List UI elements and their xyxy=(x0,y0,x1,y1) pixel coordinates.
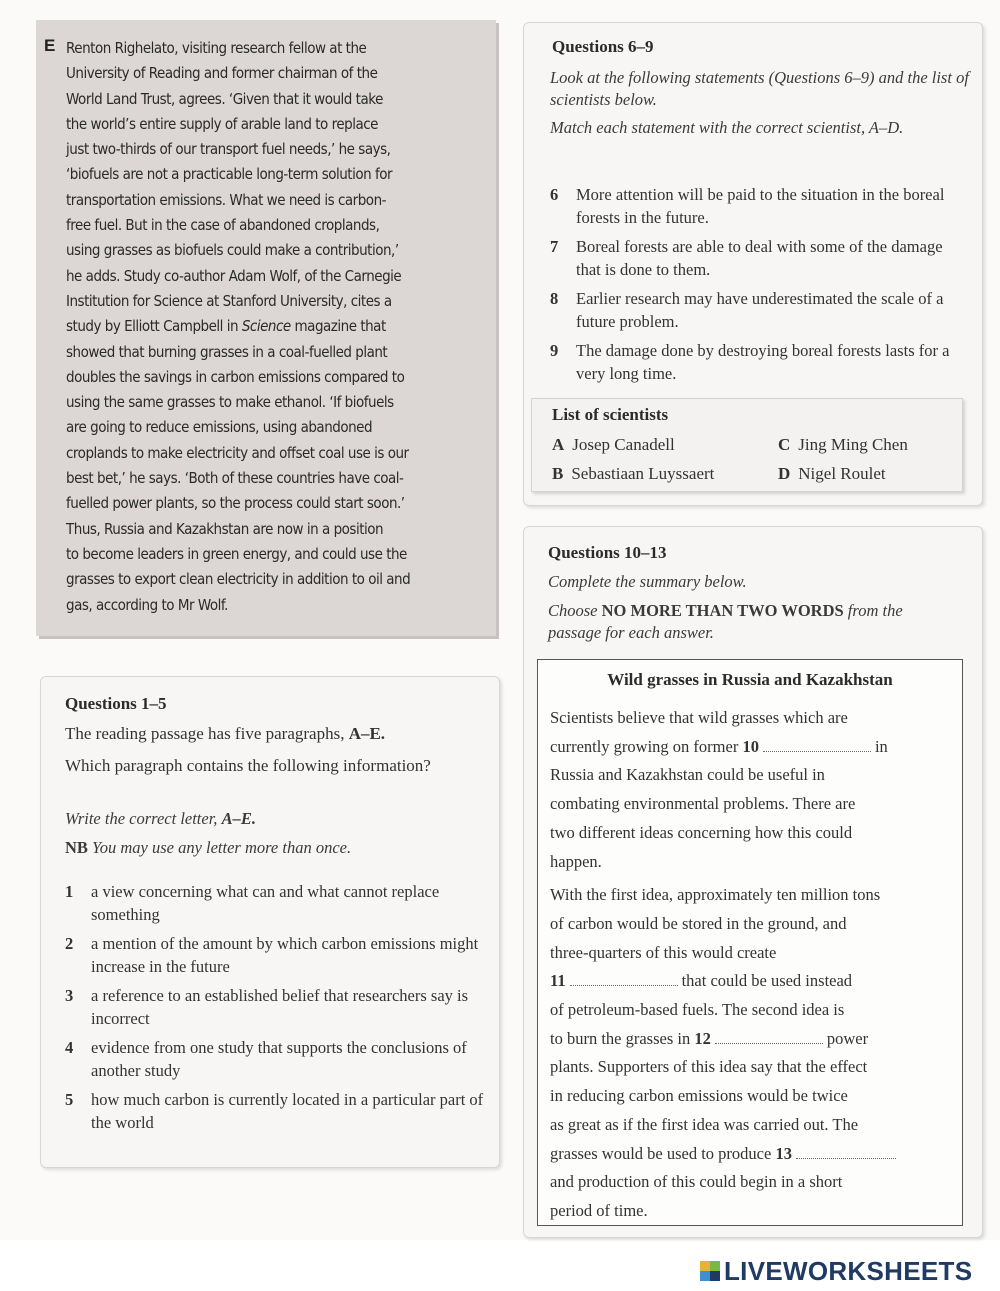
passage-line: showed that burning grasses in a coal-fuelled plant xyxy=(66,342,388,361)
note-text: You may use any letter more than once. xyxy=(92,838,352,857)
passage-line: Renton Righelato, visiting research fellow at the xyxy=(66,39,367,57)
passage-line: are going to reduce emissions, using abandoned xyxy=(66,418,373,437)
logo-wordmark: LIVEWORKSHEETS xyxy=(724,1255,973,1286)
item-text: a reference to an established belief that researchers say is incorrect xyxy=(91,986,469,1028)
scientist-letter: C xyxy=(778,435,791,454)
scientist-letter: B xyxy=(552,464,564,483)
summary-line: Scientists believe that wild grasses which are xyxy=(550,708,848,727)
word-limit-emphasis: NO MORE THAN TWO WORDS xyxy=(601,601,844,620)
item-text: a mention of the amount by which carbon emissions might increase in the future xyxy=(91,934,479,976)
passage-line: he adds. Study co-author Adam Wolf, of the Carnegie xyxy=(66,266,402,285)
statement-list xyxy=(550,183,970,391)
scientists-list-title: List of scientists xyxy=(552,405,669,424)
passage-line: croplands to make electricity and offset coal use is our xyxy=(66,443,409,462)
passage-line: University of Reading and former chairman of the xyxy=(66,64,378,83)
statement-text: More attention will be paid to the situation in the boreal forests in the future. xyxy=(576,185,945,227)
summary-line: and production of this could begin in a short xyxy=(550,1172,843,1192)
gap-number-12: 12 xyxy=(694,1028,711,1048)
magazine-name: Science xyxy=(241,317,291,336)
questions-6-9-instruction: Look at the following statements (Questions 6–9) and the list of scientists below. xyxy=(550,68,969,109)
summary-line xyxy=(550,1140,956,1169)
liveworksheets-logo-icon xyxy=(700,1261,720,1281)
passage-line: Institution for Science at Stanford University, cites a xyxy=(66,291,392,310)
intro-letters: A–E. xyxy=(348,724,386,743)
summary-text-fragment: currently growing on former xyxy=(550,736,739,756)
summary-line: With the first idea, approximately ten million tons xyxy=(550,885,881,905)
summary-line: combating environmental problems. There are xyxy=(550,794,856,814)
scientist-name: Jing Ming Chen xyxy=(798,435,908,454)
passage-line: doubles the savings in carbon emissions compared to xyxy=(66,367,405,386)
summary-line: three-quarters of this would create xyxy=(550,942,777,962)
summary-line: of petroleum-based fuels. The second idea is xyxy=(550,1000,845,1020)
summary-line: Russia and Kazakhstan could be useful in xyxy=(550,765,825,785)
summary-text-fragment: to burn the grasses in xyxy=(550,1028,691,1048)
passage-line: World Land Trust, agrees. ‘Given that it would take xyxy=(66,89,383,108)
instruction-text: passage for each answer. xyxy=(548,623,714,642)
item-number: 4 xyxy=(65,1038,74,1057)
instruction-text: from the xyxy=(847,601,903,620)
summary-line: plants. Supporters of this idea say that the effect xyxy=(550,1057,868,1077)
scientist-letter: A xyxy=(552,435,565,454)
instruction-letters: A–E. xyxy=(221,809,256,828)
answer-gap-11[interactable] xyxy=(570,971,678,986)
scientist-letter: D xyxy=(778,464,791,483)
intro-text: The reading passage has five paragraphs, xyxy=(65,724,345,743)
summary-box xyxy=(537,659,963,1226)
summary-line: two different ideas concerning how this could xyxy=(550,822,853,842)
information-item xyxy=(65,880,485,926)
passage-line: using the same grasses to make ethanol. ‘If biofuels xyxy=(66,393,394,412)
questions-6-9-match-instruction: Match each statement with the correct scientist, A–D. xyxy=(550,118,904,137)
passage-line: ‘biofuels are not a practicable long-term solution for xyxy=(66,165,393,184)
scientist-option xyxy=(552,464,714,484)
answer-gap-13[interactable] xyxy=(796,1144,896,1159)
questions-1-5-intro xyxy=(65,724,385,744)
questions-6-9-heading: Questions 6–9 xyxy=(552,37,654,56)
passage-line: the world’s entire supply of arable land to replace xyxy=(66,114,378,133)
summary-title: Wild grasses in Russia and Kazakhstan xyxy=(607,670,893,689)
scientist-option xyxy=(778,435,908,455)
gap-number-11: 11 xyxy=(550,971,566,991)
questions-1-5-panel xyxy=(40,676,500,1168)
questions-10-13-instruction: Complete the summary below. xyxy=(548,572,747,591)
summary-line xyxy=(550,1025,956,1054)
information-list xyxy=(65,880,485,1140)
scientist-option xyxy=(552,435,675,455)
statement-number: 9 xyxy=(550,341,559,360)
information-item xyxy=(65,1088,485,1134)
scientist-name: Sebastiaan Luyssaert xyxy=(571,464,715,483)
passage-line: transportation emissions. What we need is carbon- xyxy=(66,190,387,209)
statement-item xyxy=(550,183,970,229)
scientist-option xyxy=(778,464,886,484)
information-item xyxy=(65,932,485,978)
summary-line xyxy=(550,967,956,996)
item-number: 1 xyxy=(65,882,74,901)
passage-line-end: magazine that xyxy=(294,317,386,336)
statement-item xyxy=(550,235,970,281)
item-number: 3 xyxy=(65,986,74,1005)
information-item xyxy=(65,984,485,1030)
gap-number-10: 10 xyxy=(742,736,759,756)
information-item xyxy=(65,1036,485,1082)
summary-text xyxy=(550,704,956,1226)
item-text: a view concerning what can and what cannot replace something xyxy=(91,882,440,924)
questions-1-5-note xyxy=(65,837,351,859)
item-text: how much carbon is currently located in a particular part of the world xyxy=(91,1090,484,1132)
scientists-list-box xyxy=(531,398,963,492)
questions-10-13-heading: Questions 10–13 xyxy=(548,543,667,562)
item-number: 5 xyxy=(65,1090,74,1109)
instruction-text: Choose xyxy=(548,601,598,620)
item-text: evidence from one study that supports the conclusions of another study xyxy=(91,1038,467,1080)
statement-item xyxy=(550,287,970,333)
scientist-name: Nigel Roulet xyxy=(798,464,886,483)
item-number: 2 xyxy=(65,934,74,953)
summary-line: of carbon would be stored in the ground, and xyxy=(550,913,847,933)
answer-gap-10[interactable] xyxy=(763,737,871,752)
passage-line: free fuel. But in the case of abandoned croplands, xyxy=(66,216,380,235)
statement-text: The damage done by destroying boreal forests lasts for a very long time. xyxy=(576,341,950,383)
paragraph-letter: E xyxy=(44,36,56,55)
summary-text-fragment: in xyxy=(874,736,888,756)
summary-line: in reducing carbon emissions would be twice xyxy=(550,1086,848,1106)
summary-line xyxy=(550,733,956,762)
statement-number: 6 xyxy=(550,185,559,204)
statement-number: 8 xyxy=(550,289,559,308)
statement-text: Earlier research may have underestimated the scale of a future problem. xyxy=(576,289,944,331)
passage-line: Thus, Russia and Kazakhstan are now in a position xyxy=(66,519,384,538)
passage-line: just two-thirds of our transport fuel needs,’ he says, xyxy=(66,140,391,159)
passage-line: grasses to export clean electricity in addition to oil and xyxy=(66,570,411,589)
instruction-text: Write the correct letter, xyxy=(65,809,218,828)
passage-line: using grasses as biofuels could make a contribution,’ xyxy=(66,241,399,260)
scientist-name: Josep Canadell xyxy=(572,435,675,454)
summary-line: period of time. xyxy=(550,1200,648,1220)
passage-line: best bet,’ he says. ‘Both of these countries have coal- xyxy=(66,469,404,488)
passage-line-start: study by Elliott Campbell in xyxy=(66,317,239,336)
summary-text-fragment: grasses would be used to produce xyxy=(550,1143,772,1163)
questions-1-5-question: Which paragraph contains the following information? xyxy=(65,756,431,775)
questions-10-13-word-limit xyxy=(548,600,968,644)
passage-line: to become leaders in green energy, and could use the xyxy=(66,544,407,563)
passage-line: fuelled power plants, so the process could start soon.’ xyxy=(66,494,405,513)
answer-gap-12[interactable] xyxy=(715,1029,823,1044)
summary-text-fragment: that could be used instead xyxy=(681,971,853,991)
statement-text: Boreal forests are able to deal with some of the damage that is done to them. xyxy=(576,237,943,279)
passage-line: gas, according to Mr Wolf. xyxy=(66,595,228,614)
note-label: NB xyxy=(65,838,88,857)
questions-1-5-heading: Questions 1–5 xyxy=(65,694,167,713)
passage-text xyxy=(66,36,498,618)
summary-line: as great as if the first idea was carried out. The xyxy=(550,1114,859,1134)
summary-text-fragment: power xyxy=(826,1028,869,1048)
passage-paragraph-e xyxy=(36,20,496,636)
questions-1-5-instruction xyxy=(65,808,256,830)
liveworksheets-logo[interactable] xyxy=(700,1255,973,1286)
gap-number-13: 13 xyxy=(775,1143,792,1163)
statement-item xyxy=(550,339,970,385)
statement-number: 7 xyxy=(550,237,559,256)
summary-line: happen. xyxy=(550,851,602,871)
passage-line-mixed xyxy=(66,314,498,339)
